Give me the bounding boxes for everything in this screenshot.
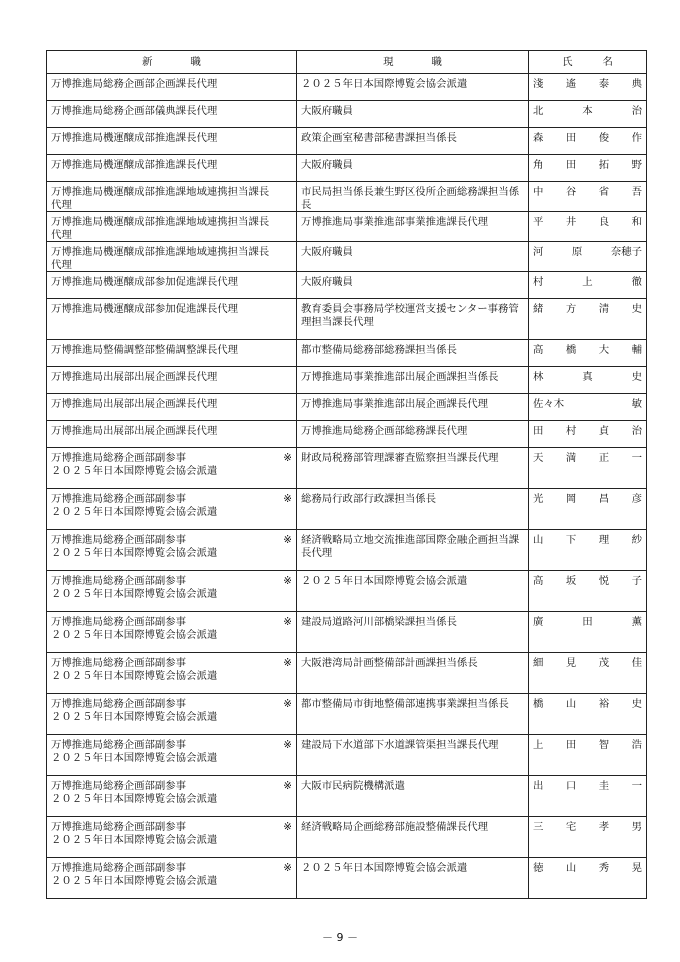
current-post-cell: 万博推進局総務企画部総務課長代理 [297, 421, 529, 448]
note-mark: ※ [283, 575, 292, 587]
new-post-text: 万博推進局総務企画部企画課長代理 [51, 78, 218, 90]
table-row [47, 394, 647, 421]
note-mark: ※ [283, 493, 292, 505]
person-name: 橋 山 裕 史 [533, 698, 642, 710]
person-name-cell [529, 101, 647, 128]
current-post-cell: 市民局担当係長兼生野区役所企画総務課担当係長 [297, 182, 529, 212]
person-name-cell [529, 340, 647, 367]
table-row [47, 448, 647, 489]
new-post-cell [47, 858, 297, 899]
person-name-cell [529, 489, 647, 530]
person-name-cell [529, 448, 647, 489]
person-name: 天 満 正 一 [533, 452, 642, 464]
person-name-cell [529, 242, 647, 272]
person-name-cell [529, 394, 647, 421]
new-post-cell [47, 155, 297, 182]
new-post-text: 万博推進局機運醸成部参加促進課長代理 [51, 276, 239, 288]
person-name-cell [529, 817, 647, 858]
new-post-text: 万博推進局総務企画部儀典課長代理 [51, 105, 218, 117]
new-post-cell [47, 272, 297, 299]
new-post-cell [47, 421, 297, 448]
note-mark: ※ [283, 657, 292, 669]
table-row [47, 858, 647, 899]
table-row [47, 489, 647, 530]
new-post-cell [47, 299, 297, 340]
person-name: 緒 方 清 史 [533, 303, 642, 315]
person-name-cell [529, 530, 647, 571]
new-post-text: 万博推進局総務企画部副参事 ２０２５年日本国際博覧会協会派遣 [51, 575, 218, 600]
person-name-cell [529, 299, 647, 340]
new-post-cell [47, 367, 297, 394]
table-row [47, 299, 647, 340]
person-name-cell [529, 155, 647, 182]
new-post-cell [47, 653, 297, 694]
table-row [47, 128, 647, 155]
note-mark: ※ [283, 821, 292, 833]
new-post-text: 万博推進局総務企画部副参事 ２０２５年日本国際博覧会協会派遣 [51, 780, 218, 805]
person-name-cell [529, 653, 647, 694]
note-mark: ※ [283, 739, 292, 751]
person-name: 徳 山 秀 晃 [533, 862, 642, 874]
person-name: 廣 田 薫 [533, 616, 642, 628]
new-post-cell [47, 101, 297, 128]
current-post-cell: 財政局税務部管理課審査監察担当課長代理 [297, 448, 529, 489]
new-post-cell [47, 489, 297, 530]
person-name-cell [529, 367, 647, 394]
current-post-cell: 建設局道路河川部橋梁課担当係長 [297, 612, 529, 653]
person-name-cell [529, 858, 647, 899]
new-post-text: 万博推進局機運醸成部推進課長代理 [51, 159, 218, 171]
person-name: 村 上 徹 [533, 276, 642, 288]
header-name: 氏名 [529, 51, 647, 74]
new-post-text: 万博推進局総務企画部副参事 ２０２５年日本国際博覧会協会派遣 [51, 821, 218, 846]
current-post-cell: 万博推進局事業推進部事業推進課長代理 [297, 212, 529, 242]
new-post-cell [47, 212, 297, 242]
note-mark: ※ [283, 452, 292, 464]
current-post-cell: 大阪港湾局計画整備部計画課担当係長 [297, 653, 529, 694]
table-row [47, 530, 647, 571]
current-post-cell: 建設局下水道部下水道課管渠担当課長代理 [297, 735, 529, 776]
new-post-cell [47, 448, 297, 489]
current-post-cell: 総務局行政部行政課担当係長 [297, 489, 529, 530]
table-row [47, 155, 647, 182]
person-name: 高 坂 悦 子 [533, 575, 642, 587]
person-name: 山 下 理 紗 [533, 534, 642, 546]
new-post-cell [47, 776, 297, 817]
person-name: 平 井 良 和 [533, 216, 642, 228]
table-row [47, 817, 647, 858]
new-post-text: 万博推進局総務企画部副参事 ２０２５年日本国際博覧会協会派遣 [51, 739, 218, 764]
current-post-cell: 都市整備局総務部総務課担当係長 [297, 340, 529, 367]
person-name: 森 田 俊 作 [533, 132, 642, 144]
person-name-cell [529, 74, 647, 101]
person-name-cell [529, 212, 647, 242]
table-row [47, 653, 647, 694]
person-name: 三 宅 孝 男 [533, 821, 642, 833]
new-post-text: 万博推進局機運醸成部推進課地域連携担当課長代理 [51, 246, 270, 271]
page-number: － 9 － [322, 931, 358, 944]
new-post-text: 万博推進局機運醸成部推進課地域連携担当課長代理 [51, 216, 270, 241]
new-post-cell [47, 612, 297, 653]
new-post-cell [47, 74, 297, 101]
note-mark: ※ [283, 862, 292, 874]
new-post-text: 万博推進局機運醸成部推進課地域連携担当課長代理 [51, 186, 270, 211]
personnel-table [46, 50, 647, 899]
table-row [47, 571, 647, 612]
person-name-cell [529, 128, 647, 155]
new-post-cell [47, 128, 297, 155]
person-name: 中 谷 省 吾 [533, 186, 642, 198]
current-post-cell: 教育委員会事務局学校運営支援センター事務管理担当課長代理 [297, 299, 529, 340]
current-post-cell: 経済戦略局立地交流推進部国際金融企画担当課長代理 [297, 530, 529, 571]
new-post-text: 万博推進局総務企画部副参事 ２０２５年日本国際博覧会協会派遣 [51, 452, 218, 477]
table-row [47, 612, 647, 653]
new-post-cell [47, 571, 297, 612]
new-post-text: 万博推進局出展部出展企画課長代理 [51, 425, 218, 437]
new-post-text: 万博推進局総務企画部副参事 ２０２５年日本国際博覧会協会派遣 [51, 616, 218, 641]
table-row [47, 735, 647, 776]
person-name: 細 見 茂 佳 [533, 657, 642, 669]
header-current-post: 現職 [297, 51, 529, 74]
table-row [47, 74, 647, 101]
current-post-cell: ２０２５年日本国際博覧会協会派遣 [297, 74, 529, 101]
person-name-cell [529, 776, 647, 817]
person-name: 角 田 拓 野 [533, 159, 642, 171]
person-name-cell [529, 421, 647, 448]
new-post-cell [47, 340, 297, 367]
person-name-cell [529, 735, 647, 776]
person-name-cell [529, 571, 647, 612]
current-post-cell: 政策企画室秘書部秘書課担当係長 [297, 128, 529, 155]
table-row [47, 212, 647, 242]
table-row [47, 272, 647, 299]
current-post-cell: ２０２５年日本国際博覧会協会派遣 [297, 858, 529, 899]
person-name-cell [529, 694, 647, 735]
new-post-cell [47, 694, 297, 735]
current-post-cell: 都市整備局市街地整備部連携事業課担当係長 [297, 694, 529, 735]
table-row [47, 421, 647, 448]
person-name: 佐々木 敏 [533, 398, 642, 410]
current-post-cell: 大阪府職員 [297, 242, 529, 272]
new-post-text: 万博推進局総務企画部副参事 ２０２５年日本国際博覧会協会派遣 [51, 657, 218, 682]
table-row [47, 182, 647, 212]
new-post-text: 万博推進局総務企画部副参事 ２０２５年日本国際博覧会協会派遣 [51, 698, 218, 723]
current-post-cell: 大阪府職員 [297, 155, 529, 182]
table-row [47, 242, 647, 272]
new-post-text: 万博推進局総務企画部副参事 ２０２５年日本国際博覧会協会派遣 [51, 534, 218, 559]
current-post-cell: 大阪府職員 [297, 272, 529, 299]
new-post-cell [47, 394, 297, 421]
current-post-cell: 経済戦略局企画総務部施設整備課長代理 [297, 817, 529, 858]
new-post-text: 万博推進局総務企画部副参事 ２０２５年日本国際博覧会協会派遣 [51, 862, 218, 887]
current-post-cell: 大阪府職員 [297, 101, 529, 128]
table-header-row [47, 51, 647, 74]
person-name: 田 村 貞 治 [533, 425, 642, 437]
current-post-cell: 大阪市民病院機構派遣 [297, 776, 529, 817]
header-new-post: 新職 [47, 51, 297, 74]
person-name-cell [529, 272, 647, 299]
new-post-text: 万博推進局機運醸成部参加促進課長代理 [51, 303, 239, 315]
person-name: 河 原 奈穂子 [533, 246, 642, 258]
new-post-text: 万博推進局出展部出展企画課長代理 [51, 398, 218, 410]
person-name: 上 田 智 浩 [533, 739, 642, 751]
new-post-cell [47, 530, 297, 571]
table-row [47, 694, 647, 735]
note-mark: ※ [283, 780, 292, 792]
new-post-cell [47, 817, 297, 858]
new-post-cell [47, 182, 297, 212]
person-name: 高 橋 大 輔 [533, 344, 642, 356]
table-row [47, 776, 647, 817]
table-row [47, 340, 647, 367]
note-mark: ※ [283, 698, 292, 710]
new-post-cell [47, 242, 297, 272]
person-name: 光 岡 昌 彦 [533, 493, 642, 505]
person-name-cell [529, 182, 647, 212]
new-post-text: 万博推進局整備調整部整備調整課長代理 [51, 344, 239, 356]
person-name: 淺 遙 泰 典 [533, 78, 642, 90]
person-name: 北 本 治 [533, 105, 642, 117]
current-post-cell: ２０２５年日本国際博覧会協会派遣 [297, 571, 529, 612]
new-post-text: 万博推進局機運醸成部推進課長代理 [51, 132, 218, 144]
person-name: 出 口 圭 一 [533, 780, 642, 792]
person-name-cell [529, 612, 647, 653]
new-post-text: 万博推進局総務企画部副参事 ２０２５年日本国際博覧会協会派遣 [51, 493, 218, 518]
table-row [47, 367, 647, 394]
current-post-cell: 万博推進局事業推進部出展企画課担当係長 [297, 367, 529, 394]
note-mark: ※ [283, 534, 292, 546]
note-mark: ※ [283, 616, 292, 628]
current-post-cell: 万博推進局事業推進部出展企画課長代理 [297, 394, 529, 421]
new-post-cell [47, 735, 297, 776]
table-row [47, 101, 647, 128]
person-name: 林 真 史 [533, 371, 642, 383]
new-post-text: 万博推進局出展部出展企画課長代理 [51, 371, 218, 383]
